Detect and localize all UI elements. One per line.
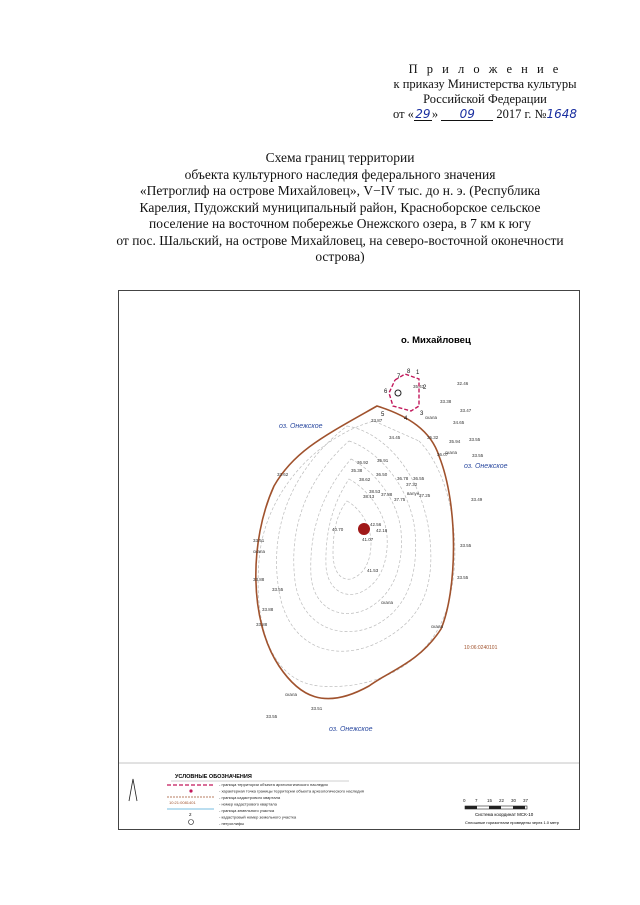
scale-tick: 37 xyxy=(523,798,529,803)
contour-note: Сплошные горизонтали проведены через 1.0 метр xyxy=(465,820,560,825)
map-word: скала xyxy=(425,415,437,420)
elevation-label: 37.75 xyxy=(394,497,406,502)
lake-label: оз. Онежское xyxy=(329,726,373,733)
north-arrow-icon xyxy=(129,779,137,801)
annex-day: 29 xyxy=(415,107,431,121)
elevation-label: 35.91 xyxy=(377,458,389,463)
scale-tick: 30 xyxy=(511,798,517,803)
point-label: 1 xyxy=(416,370,420,376)
legend-item: - петроглифы xyxy=(219,821,245,826)
elevation-label: 38.13 xyxy=(363,494,375,499)
legend-title: УСЛОВНЫЕ ОБОЗНАЧЕНИЯ xyxy=(175,774,252,780)
elevation-label: 33.88 xyxy=(253,577,265,582)
elevation-label: 33.47 xyxy=(460,408,472,413)
annex-mid: » xyxy=(431,107,439,121)
elevation-label: 36.92 xyxy=(357,460,369,465)
annex-date-line xyxy=(360,107,610,122)
elevation-label: 36.55 xyxy=(413,476,425,481)
point-label: 2 xyxy=(423,385,427,391)
map-word: скала xyxy=(253,549,265,554)
map-word: скала xyxy=(431,624,443,629)
point-label: 3 xyxy=(420,411,424,417)
island-label: о. Михайловец xyxy=(401,335,471,346)
legend xyxy=(119,763,579,826)
annex-number: 1648 xyxy=(546,107,577,121)
title-line: от пос. Шальский, на острове Михайловец, на северо-восточной оконечности xyxy=(116,232,564,248)
elevation-label: 33.55 xyxy=(272,587,284,592)
elevation-label: 33.51 xyxy=(253,538,265,543)
annex-title: П р и л о ж е н и е xyxy=(408,62,562,76)
elevation-label: 36.07 xyxy=(437,452,449,457)
legend-item: - граница земельного участка xyxy=(219,808,275,813)
elevation-label: 34.45 xyxy=(389,435,401,440)
legend-cadastre-sample: 10:21:0081401 xyxy=(169,800,196,805)
elevation-label: 33.38 xyxy=(440,399,452,404)
point-label: 6 xyxy=(384,389,388,395)
island-shoreline xyxy=(256,406,454,699)
elevation-label: 37.88 xyxy=(381,492,393,497)
site-marker xyxy=(358,523,370,535)
annex-line3: Российской Федерации xyxy=(423,92,547,106)
elevation-label: 32.46 xyxy=(457,381,469,386)
scale-tick: 0 xyxy=(463,798,466,803)
title-line: Схема границ территории xyxy=(265,150,415,165)
elevation-label: 33.55 xyxy=(266,714,278,719)
elevation-label: 33.88 xyxy=(256,622,268,627)
site-boundary xyxy=(389,374,419,411)
annex-year: 2017 г. № xyxy=(496,107,547,121)
legend-item: - граница кадастрового квартала xyxy=(219,795,281,800)
coord-system: Система координат МСК-10 xyxy=(475,812,534,817)
elevation-label: 33.62 xyxy=(277,472,289,477)
elevation-label: 33.87 xyxy=(371,418,383,423)
annex-from: от « xyxy=(392,107,414,121)
elevation-label: 42.56 xyxy=(370,522,382,527)
map-word: скала xyxy=(381,600,393,605)
elevation-label: 33.55 xyxy=(472,453,484,458)
title-line: Карелия, Пудожский муниципальный район, Красноборское сельское xyxy=(139,199,541,215)
elevation-labels xyxy=(253,381,484,719)
elevation-label: 35.94 xyxy=(449,439,461,444)
point-label: 4 xyxy=(404,416,408,422)
elevation-label: 33.88 xyxy=(262,607,274,612)
annex-block xyxy=(360,62,610,122)
title-line: объекта культурного наследия федерального значения xyxy=(184,166,496,182)
annex-line2: к приказу Министерства культуры xyxy=(393,77,577,91)
title-line: поселение на восточном побережье Онежского озера, в 7 км к югу xyxy=(149,216,531,231)
elevation-label: 36.78 xyxy=(397,476,409,481)
elevation-label: 41.07 xyxy=(362,537,374,542)
document-title xyxy=(70,150,610,266)
map-frame xyxy=(118,290,580,830)
legend-item: - кадастровый номер земельного участка xyxy=(219,814,297,820)
scale-bar xyxy=(463,798,529,803)
elevation-label: 34.65 xyxy=(453,420,465,425)
map-word: скала xyxy=(285,692,297,697)
legend-point-sample: 2 xyxy=(189,812,192,817)
annex-month: 09 xyxy=(441,108,493,121)
petroglyph-marker xyxy=(395,390,401,396)
elevation-label: 38.62 xyxy=(359,477,371,482)
map-words xyxy=(253,415,457,697)
elevation-label: 40.70 xyxy=(332,527,344,532)
lake-label: оз. Онежское xyxy=(464,463,508,470)
elevation-label: 33.55 xyxy=(469,437,481,442)
elevation-label: 33.51 xyxy=(311,706,323,711)
lake-label: оз. Онежское xyxy=(279,423,323,430)
title-line: «Петроглиф на острове Михайловец», V−IV тыс. до н. э. (Республика xyxy=(139,183,541,198)
elevation-label: 36.50 xyxy=(376,472,388,477)
legend-item: - характерная точка границы территории объекта археологического наследия xyxy=(219,788,364,794)
scale-tick: 15 xyxy=(487,798,493,803)
map-svg xyxy=(119,291,579,829)
legend-item: - граница территории объекта археологического наследия xyxy=(219,782,328,787)
elevation-label: 33.55 xyxy=(460,543,472,548)
elevation-label: 35.32 xyxy=(427,435,439,440)
point-label: 5 xyxy=(381,412,385,418)
elevation-label: 35.43 xyxy=(413,384,425,389)
scale-tick: 7 xyxy=(475,798,478,803)
elevation-label: 33.49 xyxy=(471,497,483,502)
legend-item: - номер кадастрового квартала xyxy=(219,801,277,807)
scale-tick: 22 xyxy=(499,798,505,803)
cadastral-number: 10:06:0240101 xyxy=(464,645,498,651)
point-label: 7 xyxy=(397,374,401,380)
elevation-label: 41.53 xyxy=(367,568,379,573)
title-line: острова) xyxy=(315,249,365,264)
elevation-label: 35.38 xyxy=(351,468,363,473)
elevation-label: 37.25 xyxy=(419,493,431,498)
map-word: валун xyxy=(407,491,420,496)
elevation-label: 37.32 xyxy=(406,482,418,487)
point-label: 8 xyxy=(407,369,411,375)
boundary-points xyxy=(381,369,427,422)
elevation-label: 42.18 xyxy=(376,528,388,533)
elevation-label: 33.55 xyxy=(457,575,469,580)
map-word: скала xyxy=(445,450,457,455)
elevation-label: 38.53 xyxy=(369,489,381,494)
